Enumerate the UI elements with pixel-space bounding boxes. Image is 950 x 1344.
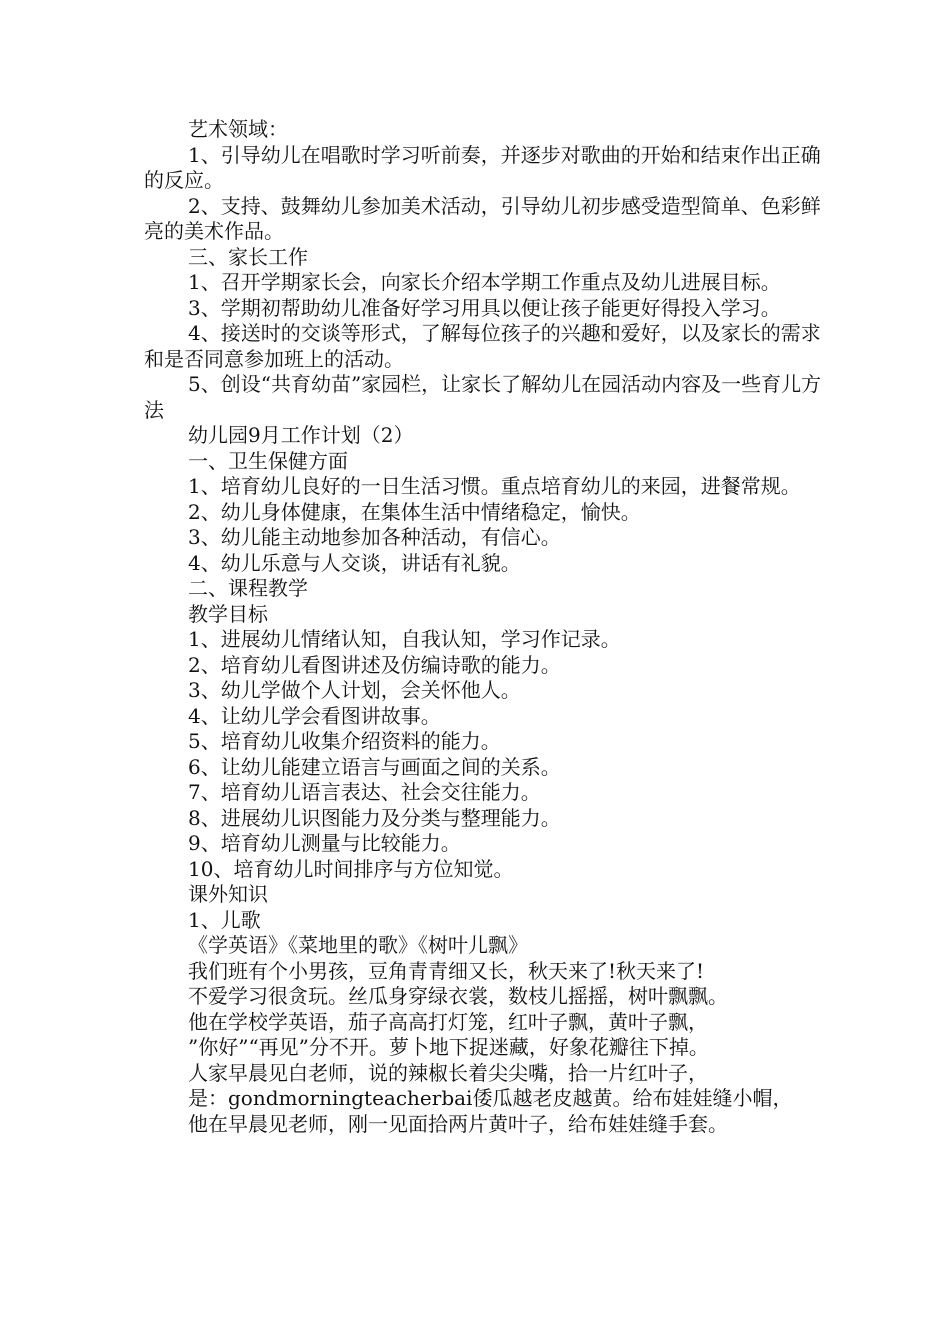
list-item: 9、培育幼儿测量与比较能力。: [188, 831, 461, 855]
list-item: 2、培育幼儿看图讲述及仿编诗歌的能力。: [188, 652, 561, 677]
list-item: 4、幼儿乐意与人交谈，讲话有礼貌。: [188, 550, 521, 575]
list-item: 2、幼儿身体健康，在集体生活中情绪稳定，愉快。: [188, 499, 641, 524]
list-item: 6、让幼儿能建立语言与画面之间的关系。: [188, 754, 561, 779]
song-line: 我们班有个小男孩，豆角青青细又长，秋天来了!秋天来了!: [188, 958, 705, 983]
section-heading-health: 一、卫生保健方面: [188, 448, 348, 473]
list-item: 1、进展幼儿情绪认知，自我认知，学习作记录。: [188, 627, 621, 651]
song-line: 他在早晨见老师，刚一见面拾两片黄叶子，给布娃娃缝手套。: [188, 1111, 728, 1136]
section-heading-parents: 三、家长工作: [188, 244, 308, 269]
paragraph: 2、支持、鼓舞幼儿参加美术活动，引导幼儿初步感受造型简单、色彩鲜亮的美术作品。: [144, 193, 821, 243]
list-item: 3、幼儿能主动地参加各种活动，有信心。: [188, 525, 561, 549]
song-line: 人家早晨见白老师，说的辣椒长着尖尖嘴，拾一片红叶子，: [188, 1060, 708, 1085]
song-line: 是：gondmorningteacherbai倭瓜越老皮越黄。给布娃娃缝小帽，: [188, 1086, 793, 1110]
paragraph: 1、培育幼儿良好的一日生活习惯。重点培育幼儿的来园，进餐常规。: [188, 474, 801, 498]
section-heading-art: 艺术领域：: [188, 117, 288, 141]
list-item: 5、培育幼儿收集介绍资料的能力。: [188, 729, 501, 753]
paragraph: 5、创设“共育幼苗”家园栏，让家长了解幼儿在园活动内容及一些育儿方法: [144, 372, 822, 422]
list-item: 4、让幼儿学会看图讲故事。: [188, 703, 441, 728]
song-line: 不爱学习很贪玩。丝瓜身穿绿衣裳，数枝儿摇摇，树叶飘飘。: [188, 984, 728, 1008]
song-line: ”你好”“再见”分不开。萝卜地下捉迷藏，好象花瓣往下掉。: [188, 1035, 709, 1059]
list-item: 3、幼儿学做个人计划，会关怀他人。: [188, 678, 521, 702]
paragraph: 1、引导幼儿在唱歌时学习听前奏，并逐步对歌曲的开始和结束作出正确的反应。: [144, 142, 821, 192]
list-item: 7、培育幼儿语言表达、社会交往能力。: [188, 780, 541, 804]
section-heading-curriculum: 二、课程教学: [188, 576, 308, 600]
paragraph: 1、召开学期家长会，向家长介绍本学期工作重点及幼儿进展目标。: [188, 270, 781, 294]
list-item: 10、培育幼儿时间排序与方位知觉。: [188, 856, 514, 881]
document-body: [144, 117, 824, 1137]
paragraph: 3、学期初帮助幼儿准备好学习用具以便让孩子能更好得投入学习。: [188, 295, 781, 320]
subsection-heading-extra: 课外知识: [188, 882, 268, 906]
subsection-heading-songs: 1、儿歌: [188, 907, 261, 932]
subsection-heading-goals: 教学目标: [188, 601, 268, 626]
list-item: 8、进展幼儿识图能力及分类与整理能力。: [188, 805, 561, 830]
paragraph: 4、接送时的交谈等形式，了解每位孩子的兴趣和爱好，以及家长的需求和是否同意参加班上的活动。: [144, 321, 821, 371]
document-subtitle: 幼儿园9月工作计划（2）: [188, 423, 414, 447]
song-titles: 《学英语》《菜地里的歌》《树叶儿飘》: [188, 933, 528, 957]
song-line: 他在学校学英语，茄子高高打灯笼，红叶子飘，黄叶子飘，: [188, 1009, 708, 1034]
